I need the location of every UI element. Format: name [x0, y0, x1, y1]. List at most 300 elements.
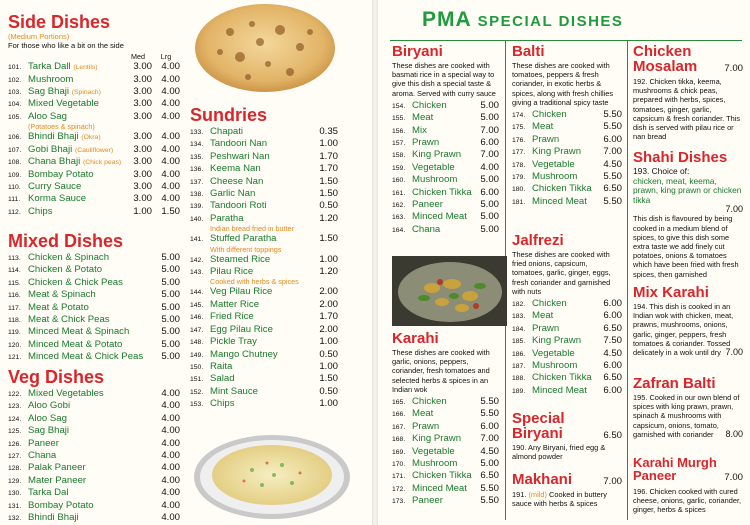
- side-dishes-note: (Medium Portions): [8, 32, 70, 41]
- item-name: Chicken & Spinach: [28, 252, 110, 263]
- item-name: [28, 144, 124, 156]
- menu-item-row: [190, 176, 338, 188]
- item-price: 1.00: [319, 253, 338, 265]
- item-name: Egg Pilau Rice: [210, 323, 273, 335]
- special-biryani-description: 190. Any Biryani, fried egg & almond powder: [512, 443, 606, 462]
- item-price: 5.00: [480, 112, 499, 124]
- item-price-medium: 3.00: [133, 61, 152, 73]
- special-biryani-title-row: [512, 426, 622, 441]
- item-name: [28, 181, 124, 192]
- shahi-dishes-section: [633, 150, 743, 279]
- menu-item-row: [512, 372, 622, 384]
- menu-item-row: [392, 187, 499, 199]
- item-price: 6.00: [603, 310, 622, 322]
- item-name-text: Tarka Dall: [28, 61, 71, 73]
- item-name: Aloo Sag: [28, 412, 67, 424]
- item-price: 6.50: [603, 322, 622, 334]
- item-name: Mixed Vegetables: [28, 388, 104, 399]
- item-name-text: Gobi Bhaji: [28, 143, 73, 155]
- menu-item-row: [512, 121, 622, 133]
- item-price: 6.00: [603, 133, 622, 145]
- item-name: Paratha: [210, 212, 244, 224]
- item-number: 178.: [512, 161, 526, 169]
- zafran-balti-description: 195. Cooked in our own blend of spices with king prawn, prawn, spinach & mushrooms with capsicum, onions, tomato, garnished with coriander: [633, 393, 740, 439]
- item-name: Chapati: [210, 126, 244, 137]
- item-name: [28, 98, 124, 109]
- menu-item-row: [8, 487, 180, 499]
- menu-item-row: [8, 277, 180, 289]
- menu-item-row: [512, 183, 622, 195]
- item-number: 185.: [512, 338, 526, 346]
- item-price: 6.50: [603, 372, 622, 384]
- item-number: 118.: [8, 317, 21, 325]
- item-price: 5.00: [161, 326, 180, 338]
- item-price: 2.00: [319, 323, 338, 335]
- item-name: Prawn: [412, 137, 440, 149]
- jalfrezi-description: These dishes are cooked with fried onions, capsicum, tomatoes, garlic, ginger, eggs, fresh coriander and garnished with nuts: [512, 250, 611, 296]
- item-number: 169.: [392, 448, 406, 456]
- item-name: Palak Paneer: [28, 462, 86, 474]
- menu-item-row: [190, 233, 338, 245]
- item-name: [28, 169, 124, 180]
- menu-item-row: [8, 289, 180, 301]
- item-name-text: Chana Bhaji: [28, 156, 81, 168]
- item-number: 102.: [8, 76, 22, 84]
- item-number: 136.: [190, 166, 204, 174]
- item-name: King Prawn: [532, 335, 582, 347]
- item-number: 161.: [392, 189, 406, 197]
- item-number: 188.: [512, 375, 526, 383]
- item-price: 1.20: [319, 212, 338, 224]
- item-price-large: 4.00: [161, 61, 180, 73]
- karahi-murgh-title-row: [633, 469, 743, 483]
- side-dishes-list: [8, 61, 180, 218]
- menu-item-row: [512, 310, 622, 322]
- item-name: Cheese Nan: [210, 175, 264, 187]
- menu-item-row: [392, 396, 499, 408]
- item-number: 108.: [8, 159, 22, 167]
- item-number: 142.: [190, 256, 204, 264]
- item-note: (Lentils): [73, 64, 98, 72]
- item-name: Chicken & Chick Peas: [28, 276, 123, 288]
- menu-item-row: [8, 206, 180, 218]
- mixed-dishes-title: Mixed Dishes: [8, 231, 124, 251]
- item-number: 152.: [190, 388, 204, 396]
- balti-list: [512, 109, 622, 208]
- item-name: Tandoori Roti: [210, 200, 267, 212]
- item-price: 6.00: [603, 298, 622, 310]
- item-name: Vegetable: [532, 347, 575, 359]
- menu-item-row: [8, 339, 180, 351]
- item-name: Prawn: [412, 420, 440, 432]
- side-dishes-section: [8, 13, 180, 218]
- item-number: 147.: [190, 326, 204, 334]
- item-number: 182.: [512, 301, 526, 309]
- item-price: 5.00: [480, 199, 499, 211]
- item-price: 7.00: [480, 124, 499, 136]
- item-name: Chips: [210, 398, 235, 410]
- item-number: 166.: [392, 411, 406, 419]
- item-price: 5.00: [161, 264, 180, 276]
- item-price: 7.50: [603, 335, 622, 347]
- menu-item-row: [8, 131, 180, 143]
- item-number: 110.: [8, 183, 21, 191]
- item-name: Veg Pilau Rice: [210, 286, 273, 298]
- menu-item-row: [8, 425, 180, 437]
- item-number: 103.: [8, 89, 22, 97]
- item-price: 5.00: [161, 338, 180, 350]
- item-number: 133.: [190, 129, 204, 136]
- side-dishes-title: Side Dishes: [8, 12, 111, 32]
- item-subtext: With different toppings: [210, 244, 282, 254]
- menu-item-row: [190, 163, 338, 175]
- item-price: 4.50: [603, 347, 622, 359]
- item-price: 1.50: [319, 233, 338, 245]
- item-number: 153.: [190, 401, 204, 409]
- item-name: Mushroom: [532, 171, 578, 183]
- item-number: 116.: [8, 292, 21, 300]
- item-price-large: 4.00: [161, 86, 180, 98]
- item-price-large: 4.00: [161, 73, 180, 85]
- item-price-medium: 3.00: [133, 156, 152, 168]
- menu-item-row: [392, 125, 499, 137]
- item-price: 5.50: [480, 396, 499, 408]
- zafran-balti-price: 8.00: [725, 429, 743, 440]
- item-name: Chicken: [412, 396, 447, 408]
- item-number: 146.: [190, 314, 204, 322]
- item-number: 168.: [392, 436, 406, 444]
- item-number: 160.: [392, 177, 406, 185]
- item-name: Pickle Tray: [210, 336, 257, 348]
- item-name: [28, 74, 124, 85]
- item-number: 114.: [8, 267, 21, 275]
- item-number: 163.: [392, 214, 406, 222]
- menu-item-row: [8, 413, 180, 425]
- item-name: Paneer: [412, 199, 443, 211]
- item-name: Minced Meat: [412, 211, 467, 223]
- menu-item-row: [8, 98, 180, 110]
- item-name: Mushroom: [412, 174, 458, 186]
- menu-item-row: [512, 335, 622, 347]
- menu-item-row: [392, 421, 499, 433]
- item-name-text: Korma Sauce: [28, 193, 87, 205]
- menu-item-row: [392, 137, 499, 149]
- item-number: 143.: [190, 269, 204, 277]
- menu-item-row: [8, 438, 180, 450]
- karahi-title: Karahi: [392, 330, 439, 347]
- menu-item-row: [8, 252, 180, 264]
- item-price: 4.50: [480, 445, 499, 457]
- item-number: 141.: [190, 236, 204, 244]
- item-name: Chana: [28, 450, 57, 462]
- item-price: 5.50: [603, 195, 622, 207]
- item-number: 101.: [8, 64, 22, 72]
- item-price: 4.00: [161, 474, 180, 486]
- item-price: 4.00: [161, 412, 180, 424]
- item-price: 5.00: [161, 289, 180, 301]
- item-number: 106.: [8, 134, 22, 142]
- menu-item-row: [8, 351, 180, 363]
- item-price-medium: 3.00: [133, 110, 152, 122]
- item-price-large: 4.00: [161, 131, 180, 143]
- item-price: 1.70: [319, 163, 338, 175]
- item-name: Tarka Dal: [28, 487, 69, 499]
- sundries-list: [190, 126, 338, 411]
- item-name: Chicken: [532, 109, 567, 121]
- item-price: 6.00: [603, 384, 622, 396]
- item-number: 107.: [8, 146, 22, 154]
- item-price: 1.20: [319, 266, 338, 278]
- item-number: 134.: [190, 141, 204, 149]
- item-price-large: 4.00: [161, 168, 180, 180]
- col-lrg-header: Lrg: [160, 52, 172, 62]
- menu-item-row: [8, 86, 180, 98]
- item-subtext: Cooked with herbs & spices: [210, 277, 299, 287]
- item-price: 5.50: [480, 495, 499, 507]
- mix-karahi-section: [633, 285, 743, 357]
- item-name: Fried Rice: [210, 311, 254, 323]
- menu-item-row: [8, 302, 180, 314]
- item-price: 4.00: [161, 437, 180, 449]
- veg-dishes-section: [8, 368, 180, 524]
- item-number: 172.: [392, 485, 406, 493]
- sundries-section: [190, 106, 338, 411]
- menu-item-row: [8, 264, 180, 276]
- menu-item-row: [190, 286, 338, 298]
- menu-item-row: [190, 299, 338, 311]
- item-price: 4.00: [161, 499, 180, 511]
- item-name-text: Mixed Vegetable: [28, 98, 99, 110]
- menu-item-row: [392, 446, 499, 458]
- item-name: Chicken: [532, 298, 567, 310]
- makhani-mild: (mild): [528, 490, 547, 499]
- item-number: 144.: [190, 289, 204, 297]
- special-dishes-title: [422, 8, 623, 32]
- item-number: 130.: [8, 490, 22, 498]
- menu-item-row: [8, 74, 180, 86]
- item-price: 7.00: [480, 149, 499, 161]
- item-name: Prawn: [532, 133, 560, 145]
- item-number: 181.: [512, 198, 526, 206]
- item-name-text: Sag Bhaji: [28, 86, 70, 98]
- item-price: 6.00: [480, 137, 499, 149]
- menu-item-row: [8, 169, 180, 181]
- special-title-rest: SPECIAL DISHES: [477, 13, 624, 30]
- item-number: 140.: [190, 215, 204, 223]
- item-name: Chicken Tikka: [532, 372, 592, 384]
- item-price: 1.70: [319, 311, 338, 323]
- item-price-medium: 3.00: [133, 193, 152, 205]
- zafran-balti-section: [633, 376, 743, 439]
- item-price-large: 4.00: [161, 193, 180, 205]
- item-number: 128.: [8, 465, 22, 473]
- item-name: Prawn: [532, 322, 560, 334]
- menu-item-row: [512, 159, 622, 171]
- item-number: 120.: [8, 341, 22, 349]
- menu-item-row: [8, 500, 180, 512]
- title-rule: [390, 40, 742, 41]
- karahi-section: [392, 331, 499, 508]
- item-price: 5.00: [480, 458, 499, 470]
- menu-item-row: [512, 298, 622, 310]
- item-price: 0.50: [319, 348, 338, 360]
- menu-item-row: [190, 311, 338, 323]
- item-name: [28, 156, 124, 168]
- item-price: 4.50: [603, 158, 622, 170]
- item-name: Stuffed Paratha: [210, 233, 277, 245]
- item-number: 175.: [512, 124, 526, 132]
- item-name: Meat & Potato: [28, 301, 89, 313]
- menu-item-row: [8, 475, 180, 487]
- item-number: 132.: [8, 515, 22, 523]
- item-name: Peshwari Nan: [210, 150, 270, 162]
- balti-section: [512, 44, 622, 208]
- menu-item-row: [392, 211, 499, 223]
- item-number: 179.: [512, 174, 526, 182]
- menu-item-row: [512, 146, 622, 158]
- col-med-header: Med: [131, 52, 145, 62]
- item-name: Minced Meat & Potato: [28, 338, 123, 350]
- makhani-section: [512, 472, 622, 508]
- makhani-title: Makhani: [512, 471, 573, 488]
- veg-dishes-list: [8, 388, 180, 524]
- item-price: 4.00: [161, 512, 180, 524]
- mix-karahi-description: 194. This dish is cooked in an Indian wok with chicken, meat, prawns, mushrooms, onions, garlic, ginger, peppers, fresh tomatoes & coriander. Tossed delicately in a wok until dry: [633, 302, 734, 358]
- item-number: 145.: [190, 301, 204, 309]
- item-number: 115.: [8, 279, 21, 287]
- item-number: 104.: [8, 101, 22, 109]
- menu-item-row: [392, 174, 499, 186]
- item-name-text: Chips: [28, 205, 53, 217]
- item-number: 189.: [512, 387, 526, 395]
- item-name: Salad: [210, 373, 235, 385]
- item-number: 186.: [512, 350, 526, 358]
- special-biryani-price: 6.50: [603, 430, 622, 441]
- item-number: 148.: [190, 339, 204, 347]
- item-number: 184.: [512, 325, 526, 333]
- menu-item-row: [8, 314, 180, 326]
- item-number: 119.: [8, 329, 21, 337]
- menu-item-row: [190, 386, 338, 398]
- item-name: Mango Chutney: [210, 348, 278, 360]
- item-number: 187.: [512, 363, 526, 371]
- item-name: Meat: [532, 121, 554, 133]
- item-name: Chicken: [412, 99, 447, 111]
- menu-item-row: [512, 109, 622, 121]
- item-price: 1.50: [319, 373, 338, 385]
- item-name: Meat & Spinach: [28, 289, 96, 301]
- naan-bread-image: [190, 2, 340, 100]
- balti-description: These dishes are cooked with tomatoes, peppers & fresh coriander, in exotic herbs & spices, along with fresh chillies giving a traditional spicy taste: [512, 61, 614, 107]
- item-name: Chicken Tikka: [532, 183, 592, 195]
- item-name-text: Mushroom: [28, 73, 74, 85]
- menu-item-row: [512, 385, 622, 397]
- chicken-mosalam-price: 7.00: [724, 63, 743, 74]
- item-number: 167.: [392, 423, 406, 431]
- item-price-large: 4.00: [161, 143, 180, 155]
- item-price-medium: 3.00: [133, 180, 152, 192]
- menu-item-row: [8, 388, 180, 400]
- mixed-dishes-section: [8, 232, 180, 364]
- jalfrezi-dish-image: [392, 256, 507, 326]
- item-price: 4.00: [161, 388, 180, 399]
- item-number: 170.: [392, 461, 406, 469]
- item-price: 0.50: [319, 200, 338, 212]
- balti-title: Balti: [512, 43, 545, 60]
- item-name: King Prawn: [412, 433, 462, 445]
- item-price-large: 4.00: [161, 156, 180, 168]
- biryani-section: [392, 44, 499, 236]
- shahi-choice-options: chicken, meat, keema, prawn, king prawn or chicken tikka: [633, 175, 742, 205]
- item-number: 124.: [8, 415, 22, 423]
- menu-item-row: [392, 112, 499, 124]
- item-price-large: 4.00: [161, 110, 180, 122]
- sundries-title: Sundries: [190, 105, 268, 125]
- item-name: Paneer: [28, 437, 59, 449]
- menu-item-row: [512, 323, 622, 335]
- item-name: Garlic Nan: [210, 188, 256, 200]
- karahi-murgh-title-line1: Karahi Murgh: [633, 455, 717, 470]
- item-price: 5.00: [480, 223, 499, 235]
- item-name: Mint Sauce: [210, 385, 258, 397]
- item-price: 1.00: [319, 138, 338, 150]
- menu-item-row: [392, 100, 499, 112]
- shahi-choice-label: 193. Choice of:: [633, 166, 690, 176]
- item-name: Matter Rice: [210, 298, 260, 310]
- shahi-dishes-title: Shahi Dishes: [633, 149, 728, 166]
- menu-item-row: [392, 495, 499, 507]
- menu-item-row: [8, 512, 180, 524]
- item-number: 131.: [8, 502, 22, 510]
- item-number: 180.: [512, 186, 526, 194]
- item-subtext: Indian bread fried in butter: [210, 224, 294, 234]
- item-number: 151.: [190, 376, 204, 384]
- item-price-medium: 3.00: [133, 98, 152, 110]
- item-price: 2.00: [319, 298, 338, 310]
- item-name-text: Bhindi Bhaji: [28, 131, 79, 143]
- item-price: 4.00: [161, 400, 180, 412]
- item-name: Keema Nan: [210, 163, 261, 175]
- item-price: 6.00: [603, 360, 622, 372]
- item-price-medium: 3.00: [133, 131, 152, 143]
- item-name: Sag Bhaji: [28, 425, 70, 437]
- item-price: 5.50: [480, 408, 499, 420]
- item-number: 125.: [8, 428, 22, 436]
- menu-item-row: [512, 171, 622, 183]
- item-price: 4.00: [161, 450, 180, 462]
- item-number: 176.: [512, 136, 526, 144]
- item-price: 6.00: [480, 420, 499, 432]
- item-name: Pilau Rice: [210, 266, 254, 278]
- item-price: 6.50: [480, 470, 499, 482]
- item-price: 6.00: [480, 186, 499, 198]
- item-name: Vegetable: [412, 445, 455, 457]
- item-price-large: 4.00: [161, 98, 180, 110]
- menu-item-row: [8, 144, 180, 156]
- item-price: 5.50: [603, 109, 622, 121]
- item-price: 1.00: [319, 398, 338, 410]
- menu-item-row: [190, 361, 338, 373]
- item-number: 171.: [392, 473, 406, 481]
- item-name: King Prawn: [412, 149, 462, 161]
- item-price-medium: 3.00: [133, 143, 152, 155]
- column-divider-2: [627, 40, 628, 520]
- menu-item-row: [8, 181, 180, 193]
- item-number: 129.: [8, 477, 22, 485]
- item-number: 139.: [190, 203, 204, 211]
- item-name: King Prawn: [532, 146, 582, 158]
- special-biryani-title-line1: Special: [512, 410, 565, 427]
